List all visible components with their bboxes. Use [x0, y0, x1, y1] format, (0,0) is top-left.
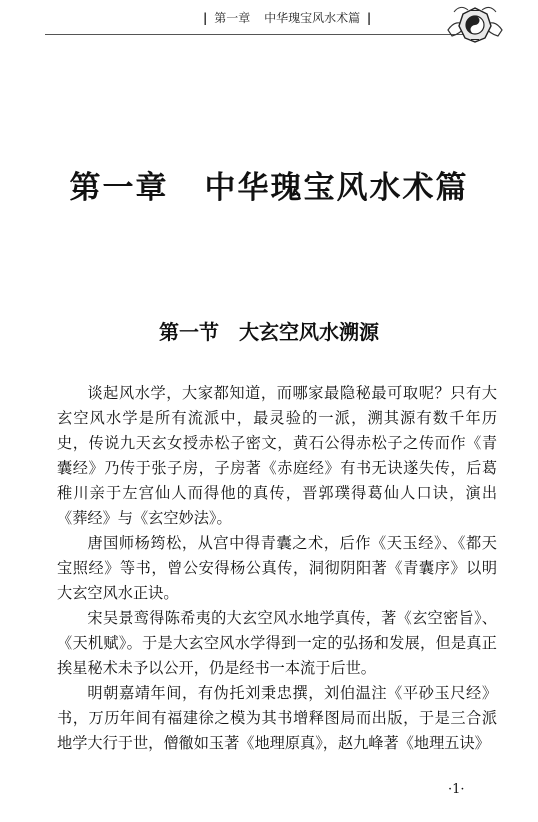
body-text	[57, 381, 497, 756]
paragraph: 唐国师杨筠松，从宫中得青囊之术，后作《天玉经》、《都天宝照经》等书，曾公安得杨公真传，洞彻阴阳著《青囊序》以明大玄空风水正诀。	[57, 534, 497, 602]
paragraph: 谈起风水学，大家都知道，而哪家最隐秘最可取呢？只有大玄空风水学是所有流派中，最灵验的一派，溯其源有数千年历史，传说九天玄女授赤松子密文，黄石公得赤松子之传而作《青囊经》乃传于张子房，子房著《赤庭经》有书无诀遂失传，后葛稚川亲于左宫仙人而得他的真传，晋郭璞得葛仙人口诀，演出《葬经》与《玄空妙法》。	[57, 384, 497, 527]
running-header	[200, 6, 440, 30]
header-divider: |	[366, 11, 372, 25]
page-number: ·1·	[448, 782, 465, 797]
chapter-name: 中华瑰宝风水术篇	[204, 170, 469, 206]
bagua-ornament-icon	[446, 0, 504, 46]
chapter-number: 第一章	[69, 170, 169, 206]
paragraph: 宋吴景鸾得陈希夷的大玄空风水地学真传，著《玄空密旨》、《天机赋》。于是大玄空风水学得到一定的弘扬和发展，但是真正挨星秘术未予以公开，仍是经书一本流于后世。	[57, 609, 497, 677]
paragraph: 明朝嘉靖年间，有伪托刘秉忠撰，刘伯温注《平砂玉尺经》书，万历年间有福建徐之模为其书增释图局而出版，于是三合派地学大行于世，僧徹如玉著《地理原真》，赵九峰著《地理五诀》	[57, 684, 497, 752]
section-title	[0, 316, 538, 345]
running-header-chapter: 第一章	[214, 11, 251, 25]
chapter-title	[0, 162, 538, 207]
section-name: 大玄空风水溯源	[239, 320, 379, 344]
running-header-title: 中华瑰宝风水术篇	[264, 11, 361, 25]
section-number: 第一节	[159, 320, 219, 344]
header-rule	[45, 34, 485, 35]
header-divider: |	[203, 11, 208, 25]
